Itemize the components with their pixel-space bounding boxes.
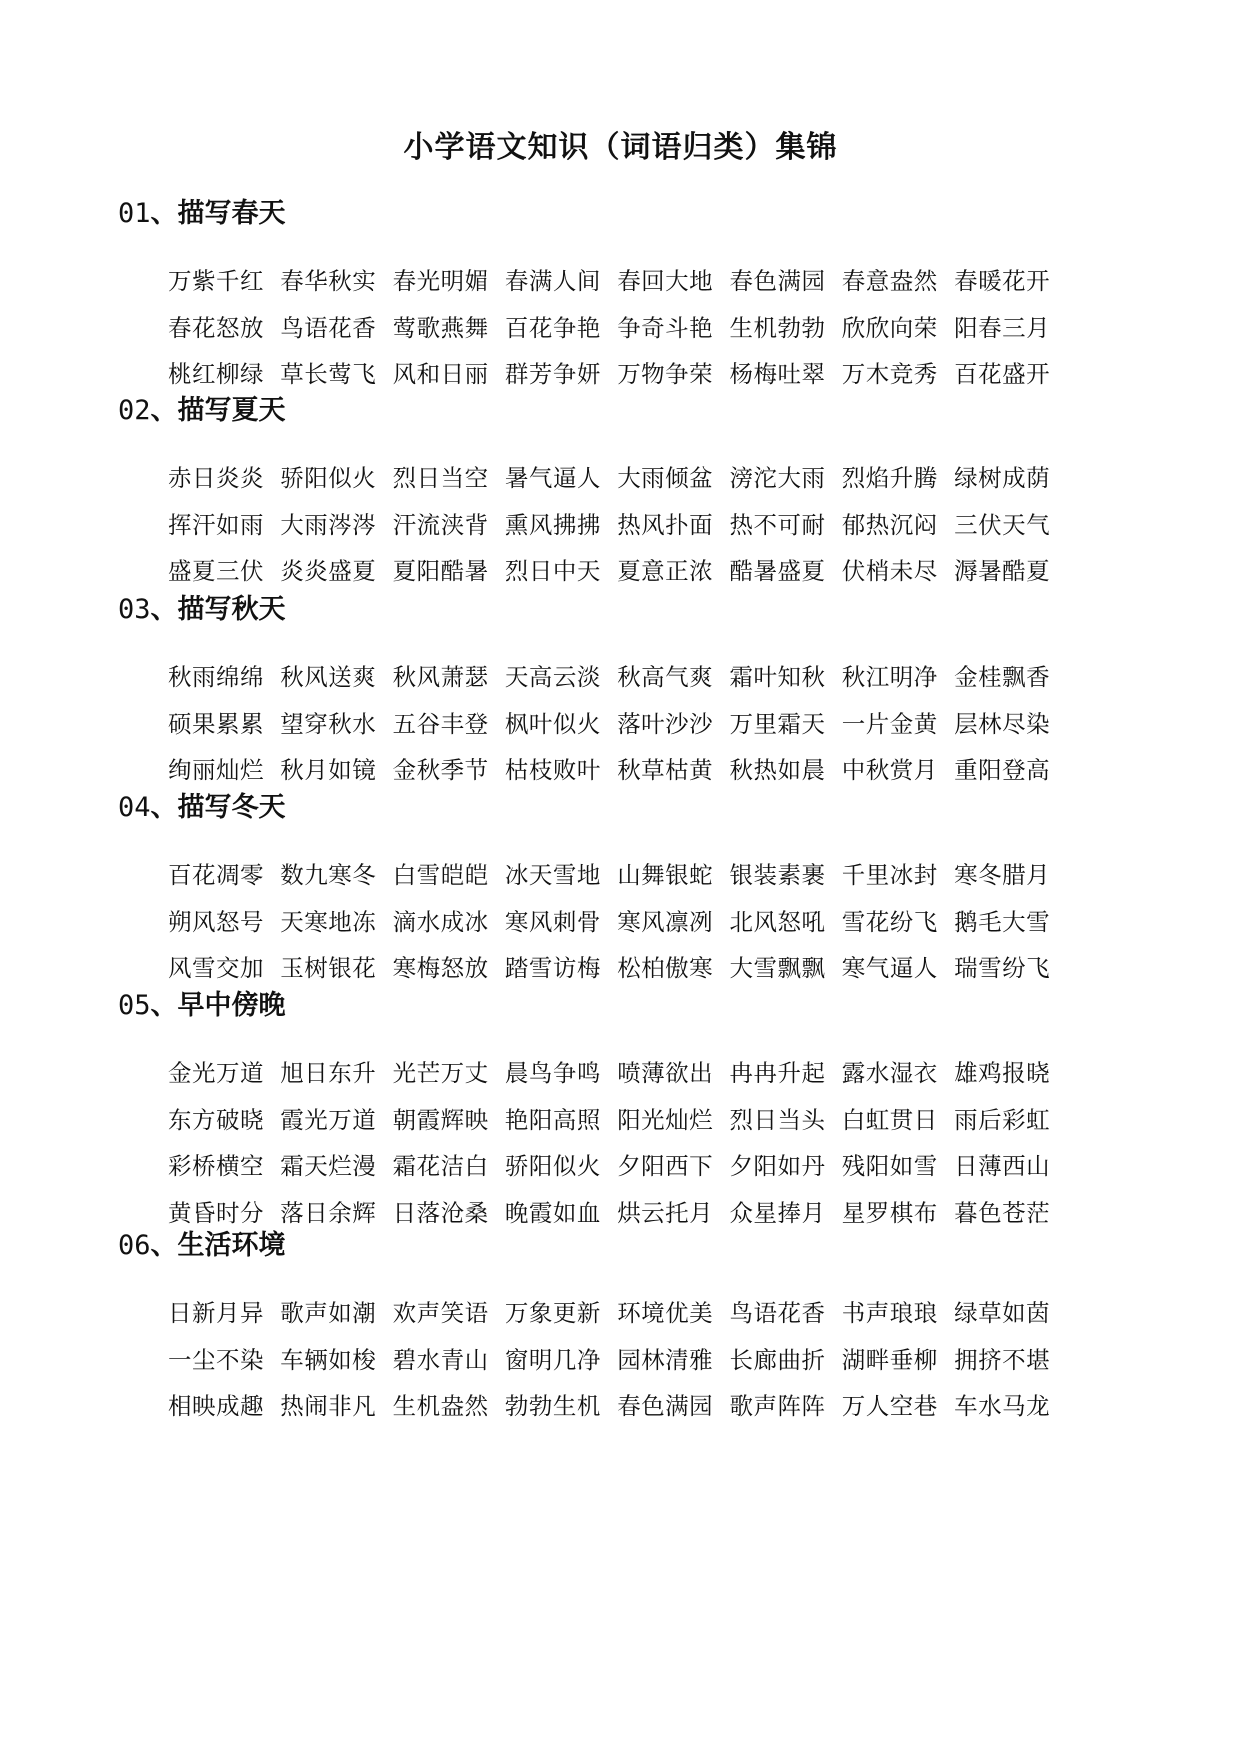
idiom-word: 烘云托月 (617, 1198, 714, 1227)
idiom-word: 艳阳高照 (504, 1105, 601, 1134)
idiom-word: 瑞雪纷飞 (954, 954, 1051, 983)
idiom-word: 残阳如雪 (841, 1152, 938, 1181)
idiom-word: 喷薄欲出 (617, 1059, 714, 1088)
idiom-word: 万人空巷 (841, 1392, 938, 1421)
idiom-word: 欣欣向荣 (841, 313, 938, 342)
idiom-word: 秋月如镜 (280, 756, 377, 785)
word-row (168, 258, 1068, 305)
idiom-word: 天高云淡 (504, 663, 601, 692)
word-row (168, 1290, 1068, 1337)
section-number: 05 (118, 990, 151, 1021)
idiom-word: 日落沧桑 (392, 1198, 489, 1227)
idiom-word: 望穿秋水 (280, 709, 377, 738)
idiom-word: 玉树银花 (280, 954, 377, 983)
idiom-word: 盛夏三伏 (168, 557, 264, 586)
word-row (168, 305, 1068, 352)
word-row (168, 1383, 1068, 1430)
section-number: 02 (118, 395, 151, 426)
word-row (168, 1143, 1068, 1190)
idiom-word: 秋风送爽 (280, 663, 377, 692)
word-list (168, 258, 1068, 398)
word-list (168, 455, 1068, 595)
idiom-word: 鸟语花香 (729, 1299, 826, 1328)
idiom-word: 朝霞辉映 (392, 1105, 489, 1134)
idiom-word: 风和日丽 (392, 360, 489, 389)
word-row (168, 502, 1068, 549)
idiom-word: 天寒地冻 (280, 907, 377, 936)
word-row (168, 945, 1068, 992)
idiom-word: 争奇斗艳 (617, 313, 714, 342)
section-heading (118, 393, 286, 429)
idiom-word: 五谷丰登 (392, 709, 489, 738)
idiom-word: 夏意正浓 (617, 557, 714, 586)
idiom-word: 春满人间 (504, 267, 601, 296)
section-separator: 、 (150, 395, 178, 426)
idiom-word: 拥挤不堪 (954, 1345, 1051, 1374)
idiom-word: 露水湿衣 (841, 1059, 938, 1088)
page-title: 小学语文知识（词语归类）集锦 (403, 130, 838, 165)
section-separator: 、 (150, 198, 178, 229)
idiom-word: 草长莺飞 (280, 360, 377, 389)
word-row (168, 747, 1068, 794)
idiom-word: 寒风刺骨 (504, 907, 601, 936)
idiom-word: 春花怒放 (168, 313, 264, 342)
idiom-word: 群芳争妍 (504, 360, 601, 389)
section-label: 早中傍晚 (177, 990, 286, 1021)
section-label: 描写冬天 (177, 792, 286, 823)
word-row (168, 548, 1068, 595)
word-row (168, 654, 1068, 701)
idiom-word: 金桂飘香 (954, 663, 1051, 692)
section-label: 描写春天 (177, 198, 286, 229)
idiom-word: 绚丽灿烂 (168, 756, 264, 785)
idiom-word: 春华秋实 (280, 267, 377, 296)
idiom-word: 湖畔垂柳 (841, 1345, 938, 1374)
section-label: 描写秋天 (177, 594, 286, 625)
word-list (168, 654, 1068, 794)
idiom-word: 霜叶知秋 (729, 663, 826, 692)
section-label: 描写夏天 (177, 395, 286, 426)
idiom-word: 骄阳似火 (504, 1152, 601, 1181)
idiom-word: 星罗棋布 (841, 1198, 938, 1227)
idiom-word: 大雨涔涔 (280, 510, 377, 539)
idiom-word: 环境优美 (617, 1299, 714, 1328)
section-number: 06 (118, 1230, 151, 1261)
idiom-word: 东方破晓 (168, 1105, 264, 1134)
idiom-word: 落叶沙沙 (617, 709, 714, 738)
idiom-word: 晚霞如血 (504, 1198, 601, 1227)
section-separator: 、 (150, 792, 178, 823)
idiom-word: 霜花洁白 (392, 1152, 489, 1181)
idiom-word: 千里冰封 (841, 861, 938, 890)
idiom-word: 夕阳西下 (617, 1152, 714, 1181)
idiom-word: 绿草如茵 (954, 1299, 1051, 1328)
idiom-word: 秋草枯黄 (617, 756, 714, 785)
idiom-word: 暑气逼人 (504, 464, 601, 493)
word-row (168, 852, 1068, 899)
idiom-word: 光芒万丈 (392, 1059, 489, 1088)
idiom-word: 春意盎然 (841, 267, 938, 296)
section-heading (118, 1228, 286, 1264)
idiom-word: 日新月异 (168, 1299, 264, 1328)
idiom-word: 烈日当空 (392, 464, 489, 493)
idiom-word: 落日余辉 (280, 1198, 377, 1227)
word-row (168, 1190, 1068, 1237)
idiom-word: 阳春三月 (954, 313, 1051, 342)
word-list (168, 852, 1068, 992)
word-row (168, 351, 1068, 398)
idiom-word: 数九寒冬 (280, 861, 377, 890)
idiom-word: 溽暑酷夏 (954, 557, 1051, 586)
idiom-word: 众星捧月 (729, 1198, 826, 1227)
idiom-word: 歌声阵阵 (729, 1392, 826, 1421)
idiom-word: 一片金黄 (841, 709, 938, 738)
idiom-word: 热不可耐 (729, 510, 826, 539)
idiom-word: 春回大地 (617, 267, 714, 296)
idiom-word: 车辆如梭 (280, 1345, 377, 1374)
section-number: 01 (118, 198, 151, 229)
word-row (168, 1097, 1068, 1144)
idiom-word: 勃勃生机 (504, 1392, 601, 1421)
idiom-word: 三伏天气 (954, 510, 1051, 539)
word-row (168, 1337, 1068, 1384)
section-number: 04 (118, 792, 151, 823)
idiom-word: 山舞银蛇 (617, 861, 714, 890)
idiom-word: 杨梅吐翠 (729, 360, 826, 389)
idiom-word: 彩桥横空 (168, 1152, 264, 1181)
idiom-word: 雪花纷飞 (841, 907, 938, 936)
word-list (168, 1290, 1068, 1430)
idiom-word: 层林尽染 (954, 709, 1051, 738)
idiom-word: 熏风拂拂 (504, 510, 601, 539)
word-row (168, 899, 1068, 946)
idiom-word: 晨鸟争鸣 (504, 1059, 601, 1088)
idiom-word: 金光万道 (168, 1059, 264, 1088)
section-heading (118, 196, 286, 232)
idiom-word: 炎炎盛夏 (280, 557, 377, 586)
idiom-word: 烈焰升腾 (841, 464, 938, 493)
idiom-word: 生机勃勃 (729, 313, 826, 342)
idiom-word: 朔风怒号 (168, 907, 264, 936)
idiom-word: 郁热沉闷 (841, 510, 938, 539)
idiom-word: 大雨倾盆 (617, 464, 714, 493)
idiom-word: 莺歌燕舞 (392, 313, 489, 342)
idiom-word: 中秋赏月 (841, 756, 938, 785)
idiom-word: 歌声如潮 (280, 1299, 377, 1328)
idiom-word: 夕阳如丹 (729, 1152, 826, 1181)
idiom-word: 桃红柳绿 (168, 360, 264, 389)
idiom-word: 热闹非凡 (280, 1392, 377, 1421)
idiom-word: 重阳登高 (954, 756, 1051, 785)
idiom-word: 生机盎然 (392, 1392, 489, 1421)
idiom-word: 大雪飘飘 (729, 954, 826, 983)
word-row (168, 701, 1068, 748)
idiom-word: 秋江明净 (841, 663, 938, 692)
idiom-word: 秋热如晨 (729, 756, 826, 785)
section-separator: 、 (150, 990, 178, 1021)
idiom-word: 阳光灿烂 (617, 1105, 714, 1134)
idiom-word: 万物争荣 (617, 360, 714, 389)
idiom-word: 秋高气爽 (617, 663, 714, 692)
word-row (168, 455, 1068, 502)
idiom-word: 赤日炎炎 (168, 464, 264, 493)
idiom-word: 冉冉升起 (729, 1059, 826, 1088)
idiom-word: 风雪交加 (168, 954, 264, 983)
idiom-word: 万里霜天 (729, 709, 826, 738)
word-row (168, 1050, 1068, 1097)
idiom-word: 烈日当头 (729, 1105, 826, 1134)
word-list (168, 1050, 1068, 1236)
idiom-word: 书声琅琅 (841, 1299, 938, 1328)
section-label: 生活环境 (177, 1230, 286, 1261)
idiom-word: 热风扑面 (617, 510, 714, 539)
idiom-word: 鸟语花香 (280, 313, 377, 342)
idiom-word: 万木竞秀 (841, 360, 938, 389)
idiom-word: 百花盛开 (954, 360, 1051, 389)
idiom-word: 万紫千红 (168, 267, 264, 296)
idiom-word: 暮色苍茫 (954, 1198, 1051, 1227)
idiom-word: 冰天雪地 (504, 861, 601, 890)
idiom-word: 寒风凛冽 (617, 907, 714, 936)
idiom-word: 鹅毛大雪 (954, 907, 1051, 936)
idiom-word: 枯枝败叶 (504, 756, 601, 785)
idiom-word: 雨后彩虹 (954, 1105, 1051, 1134)
idiom-word: 霜天烂漫 (280, 1152, 377, 1181)
idiom-word: 春光明媚 (392, 267, 489, 296)
section-separator: 、 (150, 594, 178, 625)
idiom-word: 春色满园 (617, 1392, 714, 1421)
idiom-word: 一尘不染 (168, 1345, 264, 1374)
idiom-word: 汗流浃背 (392, 510, 489, 539)
section-separator: 、 (150, 1230, 178, 1261)
idiom-word: 旭日东升 (280, 1059, 377, 1088)
idiom-word: 松柏傲寒 (617, 954, 714, 983)
idiom-word: 寒冬腊月 (954, 861, 1051, 890)
idiom-word: 骄阳似火 (280, 464, 377, 493)
idiom-word: 酷暑盛夏 (729, 557, 826, 586)
idiom-word: 万象更新 (504, 1299, 601, 1328)
idiom-word: 金秋季节 (392, 756, 489, 785)
section-number: 03 (118, 594, 151, 625)
idiom-word: 春色满园 (729, 267, 826, 296)
idiom-word: 秋雨绵绵 (168, 663, 264, 692)
idiom-word: 雄鸡报晓 (954, 1059, 1051, 1088)
idiom-word: 碧水青山 (392, 1345, 489, 1374)
idiom-word: 园林清雅 (617, 1345, 714, 1374)
idiom-word: 踏雪访梅 (504, 954, 601, 983)
idiom-word: 寒梅怒放 (392, 954, 489, 983)
idiom-word: 霞光万道 (280, 1105, 377, 1134)
idiom-word: 黄昏时分 (168, 1198, 264, 1227)
idiom-word: 北风怒吼 (729, 907, 826, 936)
idiom-word: 百花争艳 (504, 313, 601, 342)
idiom-word: 绿树成荫 (954, 464, 1051, 493)
idiom-word: 日薄西山 (954, 1152, 1051, 1181)
idiom-word: 滴水成冰 (392, 907, 489, 936)
idiom-word: 寒气逼人 (841, 954, 938, 983)
idiom-word: 窗明几净 (504, 1345, 601, 1374)
idiom-word: 枫叶似火 (504, 709, 601, 738)
idiom-word: 银装素裹 (729, 861, 826, 890)
idiom-word: 秋风萧瑟 (392, 663, 489, 692)
idiom-word: 夏阳酷暑 (392, 557, 489, 586)
idiom-word: 白虹贯日 (841, 1105, 938, 1134)
idiom-word: 长廊曲折 (729, 1345, 826, 1374)
idiom-word: 车水马龙 (954, 1392, 1051, 1421)
idiom-word: 硕果累累 (168, 709, 264, 738)
idiom-word: 烈日中天 (504, 557, 601, 586)
section-heading (118, 988, 286, 1024)
idiom-word: 滂沱大雨 (729, 464, 826, 493)
section-heading (118, 592, 286, 628)
section-heading (118, 790, 286, 826)
idiom-word: 欢声笑语 (392, 1299, 489, 1328)
idiom-word: 相映成趣 (168, 1392, 264, 1421)
idiom-word: 春暖花开 (954, 267, 1051, 296)
idiom-word: 白雪皑皑 (392, 861, 489, 890)
idiom-word: 伏梢未尽 (841, 557, 938, 586)
idiom-word: 挥汗如雨 (168, 510, 264, 539)
idiom-word: 百花凋零 (168, 861, 264, 890)
